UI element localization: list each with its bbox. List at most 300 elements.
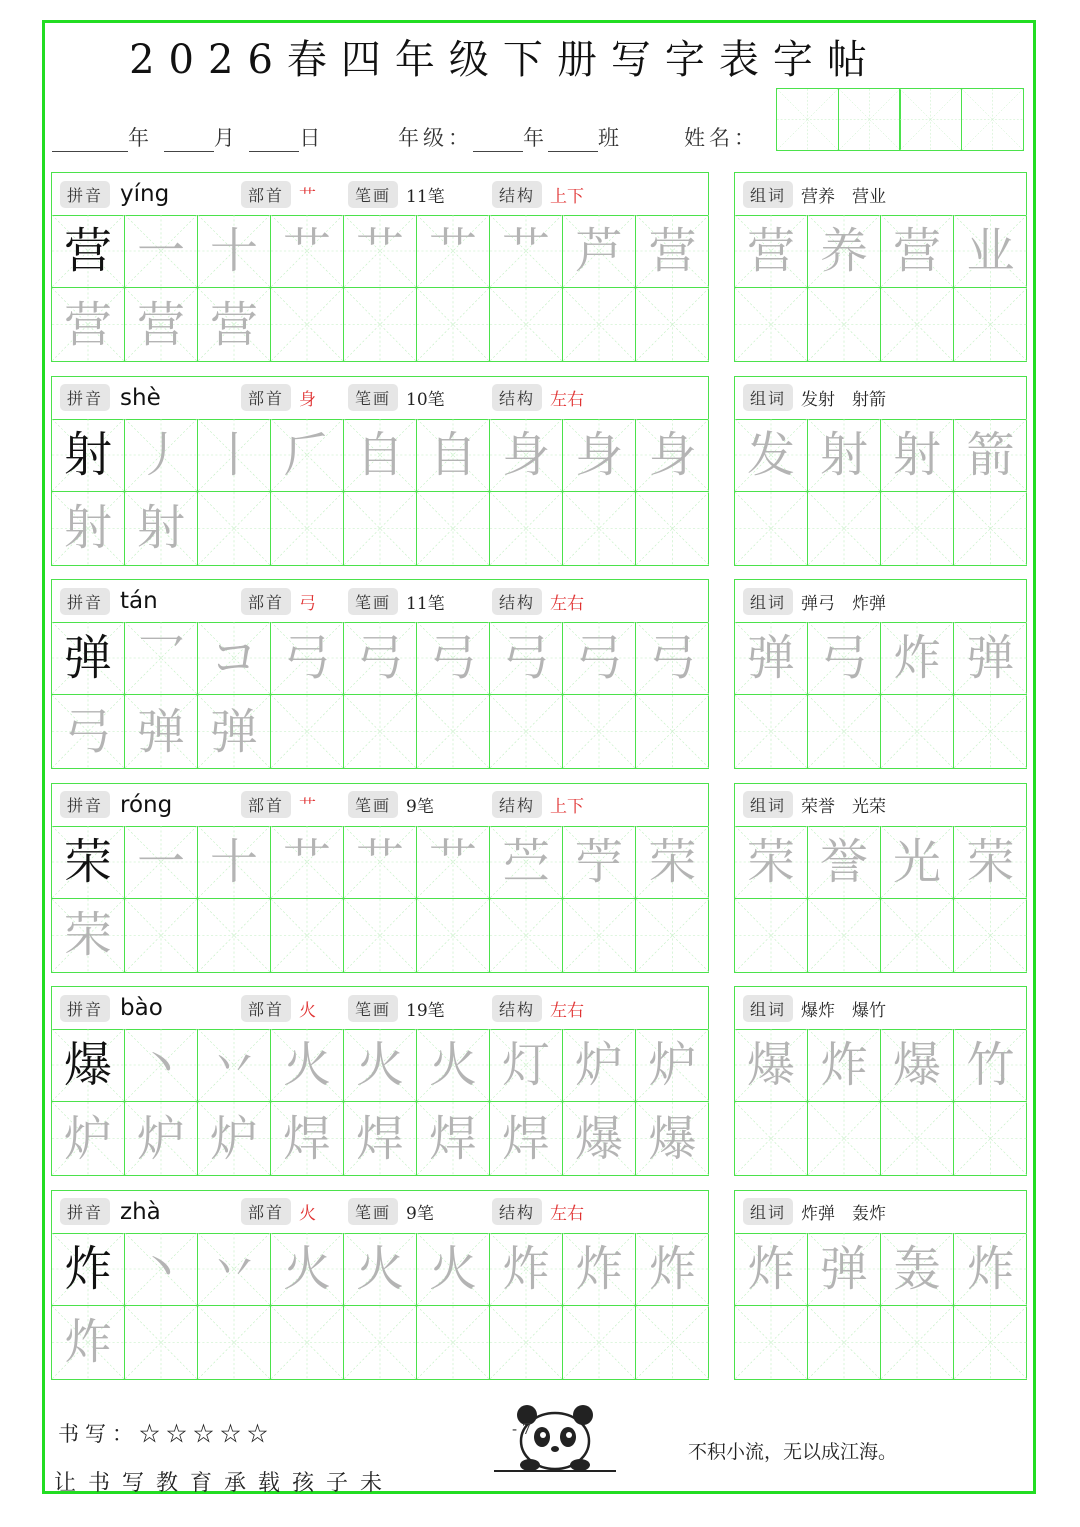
words-field xyxy=(743,995,886,1022)
words-block xyxy=(734,986,1027,1176)
practice-cell[interactable] xyxy=(490,622,563,695)
structure-value: 左右 xyxy=(550,593,585,614)
model-char: 爆 xyxy=(63,1037,112,1093)
practice-cell[interactable] xyxy=(125,1233,198,1306)
strokes-tag: 笔画 xyxy=(348,588,398,615)
practice-cell[interactable] xyxy=(52,622,125,695)
char-header xyxy=(52,173,708,216)
words-tag: 组词 xyxy=(743,1198,793,1225)
rating-label: 书写： xyxy=(58,1422,139,1446)
word-cell[interactable] xyxy=(735,695,808,768)
stroke-step: 弓 xyxy=(282,630,331,686)
word-trace-char: 荣 xyxy=(746,833,795,890)
practice-cell[interactable] xyxy=(125,492,198,565)
page-number: - 7 - xyxy=(512,1420,542,1438)
word-cell[interactable] xyxy=(954,1102,1027,1175)
words-grid xyxy=(735,1233,1027,1379)
rating-stars[interactable]: ☆☆☆☆☆ xyxy=(139,1422,274,1446)
word-cell[interactable] xyxy=(735,419,808,492)
practice-cell[interactable] xyxy=(125,215,198,288)
word-cell[interactable] xyxy=(881,492,954,565)
practice-cell[interactable] xyxy=(417,1102,490,1175)
name-box[interactable] xyxy=(838,88,901,151)
structure-value: 上下 xyxy=(550,186,585,207)
practice-cell[interactable] xyxy=(417,492,490,565)
word-cell[interactable] xyxy=(881,1233,954,1306)
word-cell[interactable] xyxy=(881,695,954,768)
stroke-step: 弹 xyxy=(209,703,258,760)
stroke-step: 火 xyxy=(355,1240,404,1297)
practice-cell[interactable] xyxy=(344,622,417,695)
day-label: 日 xyxy=(299,126,325,150)
words-tag: 组词 xyxy=(743,791,793,818)
word-cell[interactable] xyxy=(735,622,808,695)
word-trace-char: 弓 xyxy=(819,630,868,686)
word-cell[interactable] xyxy=(808,695,881,768)
practice-cell[interactable] xyxy=(344,288,417,361)
name-box[interactable] xyxy=(961,88,1024,151)
stroke-step: 焊 xyxy=(355,1110,404,1167)
word-cell[interactable] xyxy=(808,492,881,565)
practice-cell[interactable] xyxy=(198,899,271,972)
grade-blank[interactable] xyxy=(473,131,523,152)
structure-field xyxy=(492,384,584,411)
word-cell[interactable] xyxy=(881,899,954,972)
practice-cell[interactable] xyxy=(52,492,125,565)
word-cell[interactable] xyxy=(735,492,808,565)
strokes-value: 9笔 xyxy=(406,1204,434,1224)
word-cell[interactable] xyxy=(954,695,1027,768)
stroke-step: 一 xyxy=(136,223,185,279)
words-header xyxy=(735,1191,1026,1234)
pinyin-value: bào xyxy=(120,995,163,1021)
stroke-step: 一 xyxy=(136,833,185,890)
word-trace-char: 爆 xyxy=(892,1037,941,1093)
practice-cell[interactable] xyxy=(271,215,344,288)
radical-value: 身 xyxy=(299,390,317,410)
stroke-step: 射 xyxy=(136,500,185,556)
practice-cell[interactable] xyxy=(344,1029,417,1102)
char-block xyxy=(51,1190,709,1380)
words-value: 发射 射箭 xyxy=(801,390,887,410)
practice-cell[interactable] xyxy=(417,215,490,288)
practice-cell[interactable] xyxy=(636,215,709,288)
word-trace-char: 炸 xyxy=(746,1240,795,1297)
word-cell[interactable] xyxy=(881,1029,954,1102)
stroke-step: 火 xyxy=(282,1240,331,1297)
word-cell[interactable] xyxy=(808,1233,881,1306)
pinyin-value: shè xyxy=(120,384,161,411)
practice-cell[interactable] xyxy=(198,215,271,288)
word-cell[interactable] xyxy=(808,1306,881,1379)
word-cell[interactable] xyxy=(954,899,1027,972)
words-field xyxy=(743,791,886,818)
words-tag: 组词 xyxy=(743,588,793,615)
stroke-step: 营 xyxy=(209,296,258,353)
practice-cell[interactable] xyxy=(271,492,344,565)
stroke-step: 艹 xyxy=(355,833,404,890)
pinyin-field xyxy=(60,1198,161,1225)
stroke-step: 火 xyxy=(355,1037,404,1093)
practice-cell[interactable] xyxy=(198,695,271,768)
practice-cell[interactable] xyxy=(198,1102,271,1175)
practice-cell[interactable] xyxy=(636,622,709,695)
stroke-step: 丷 xyxy=(209,1240,258,1297)
practice-cell[interactable] xyxy=(490,695,563,768)
practice-cell[interactable] xyxy=(52,288,125,361)
practice-cell[interactable] xyxy=(271,1029,344,1102)
char-header xyxy=(52,1191,708,1234)
practice-cell[interactable] xyxy=(490,1102,563,1175)
practice-cell[interactable] xyxy=(52,899,125,972)
radical-tag: 部首 xyxy=(241,995,291,1022)
month-blank[interactable] xyxy=(164,131,214,152)
word-cell[interactable] xyxy=(735,899,808,972)
stroke-step: 灯 xyxy=(501,1037,550,1093)
practice-cell[interactable] xyxy=(563,1233,636,1306)
strokes-tag: 笔画 xyxy=(348,1198,398,1225)
words-header xyxy=(735,580,1026,623)
pinyin-value: zhà xyxy=(120,1198,161,1225)
name-boxes xyxy=(776,88,1024,151)
structure-tag: 结构 xyxy=(492,995,542,1022)
strokes-value: 19笔 xyxy=(406,1000,445,1021)
pinyin-field xyxy=(60,384,161,411)
practice-cell[interactable] xyxy=(125,826,198,899)
word-trace-char: 射 xyxy=(892,426,941,483)
practice-cell[interactable] xyxy=(125,899,198,972)
stroke-step: 丷 xyxy=(209,1037,258,1093)
word-cell[interactable] xyxy=(808,899,881,972)
words-value: 炸弹 轰炸 xyxy=(801,1204,887,1224)
practice-cell[interactable] xyxy=(563,288,636,361)
class-blank[interactable] xyxy=(548,131,598,152)
practice-cell[interactable] xyxy=(198,419,271,492)
stroke-step: 炸 xyxy=(648,1240,697,1297)
word-cell[interactable] xyxy=(808,288,881,361)
practice-cell[interactable] xyxy=(490,1306,563,1379)
stroke-step: 身 xyxy=(501,426,550,483)
word-trace-char: 弹 xyxy=(746,630,795,686)
word-cell[interactable] xyxy=(735,1306,808,1379)
practice-cell[interactable] xyxy=(417,1306,490,1379)
words-block xyxy=(734,172,1027,362)
word-cell[interactable] xyxy=(735,215,808,288)
practice-cell[interactable] xyxy=(490,288,563,361)
word-trace-char: 射 xyxy=(819,426,868,483)
radical-field xyxy=(241,181,316,208)
practice-cell[interactable] xyxy=(563,899,636,972)
practice-cell[interactable] xyxy=(52,826,125,899)
year-blank[interactable] xyxy=(52,131,128,152)
practice-cell[interactable] xyxy=(271,622,344,695)
practice-cell[interactable] xyxy=(52,215,125,288)
words-value: 荣誉 光荣 xyxy=(801,797,887,817)
practice-cell[interactable] xyxy=(198,288,271,361)
practice-cell[interactable] xyxy=(490,419,563,492)
name-box[interactable] xyxy=(776,88,839,151)
name-box[interactable] xyxy=(899,88,962,151)
practice-cell[interactable] xyxy=(636,695,709,768)
practice-cell[interactable] xyxy=(563,215,636,288)
word-cell[interactable] xyxy=(954,1306,1027,1379)
stroke-step: 弓 xyxy=(355,630,404,686)
pinyin-value: róng xyxy=(120,791,173,818)
practice-cell[interactable] xyxy=(490,899,563,972)
word-cell[interactable] xyxy=(881,1102,954,1175)
practice-cell[interactable] xyxy=(417,899,490,972)
char-header xyxy=(52,377,708,420)
practice-cell[interactable] xyxy=(271,695,344,768)
word-trace-char: 营 xyxy=(892,223,941,279)
practice-cell[interactable] xyxy=(344,1102,417,1175)
radical-value: 艹 xyxy=(299,186,317,207)
radical-tag: 部首 xyxy=(241,791,291,818)
practice-cell[interactable] xyxy=(344,695,417,768)
stroke-step: 弓 xyxy=(574,630,623,686)
practice-cell[interactable] xyxy=(417,419,490,492)
word-cell[interactable] xyxy=(735,1102,808,1175)
practice-cell[interactable] xyxy=(198,1306,271,1379)
stroke-step: 火 xyxy=(282,1037,331,1093)
word-trace-char: 荣 xyxy=(966,833,1015,890)
practice-cell[interactable] xyxy=(198,1029,271,1102)
practice-cell[interactable] xyxy=(271,1306,344,1379)
day-blank[interactable] xyxy=(249,131,299,152)
structure-field xyxy=(492,1198,584,1225)
word-cell[interactable] xyxy=(808,622,881,695)
word-cell[interactable] xyxy=(954,826,1027,899)
words-value: 爆炸 爆竹 xyxy=(801,1000,887,1021)
practice-cell[interactable] xyxy=(490,492,563,565)
stroke-step: 身 xyxy=(648,426,697,483)
stroke-step: コ xyxy=(209,630,258,686)
practice-cell[interactable] xyxy=(563,1102,636,1175)
model-char: 炸 xyxy=(63,1240,112,1297)
practice-cell[interactable] xyxy=(271,288,344,361)
stroke-step: 弹 xyxy=(136,703,185,760)
practice-cell[interactable] xyxy=(490,215,563,288)
practice-cell[interactable] xyxy=(344,899,417,972)
words-tag: 组词 xyxy=(743,384,793,411)
grade-label: 年级： xyxy=(398,126,473,150)
practice-cell[interactable] xyxy=(636,419,709,492)
practice-cell[interactable] xyxy=(563,695,636,768)
practice-cell[interactable] xyxy=(52,1233,125,1306)
word-cell[interactable] xyxy=(954,1029,1027,1102)
practice-cell[interactable] xyxy=(198,492,271,565)
stroke-step: 十 xyxy=(209,223,258,279)
practice-cell[interactable] xyxy=(344,492,417,565)
practice-cell[interactable] xyxy=(417,1029,490,1102)
char-block xyxy=(51,783,709,973)
words-grid xyxy=(735,419,1027,565)
practice-cell[interactable] xyxy=(198,622,271,695)
word-cell[interactable] xyxy=(954,1233,1027,1306)
practice-cell[interactable] xyxy=(563,622,636,695)
stroke-step: 营 xyxy=(63,296,112,353)
practice-cell[interactable] xyxy=(490,1029,563,1102)
strokes-value: 11笔 xyxy=(406,186,445,207)
stroke-step: 丶 xyxy=(136,1240,185,1297)
practice-cell[interactable] xyxy=(344,826,417,899)
pinyin-field xyxy=(60,791,172,818)
practice-cell[interactable] xyxy=(636,826,709,899)
practice-cell[interactable] xyxy=(636,1102,709,1175)
word-trace-char: 誉 xyxy=(819,833,868,890)
stroke-step: 自 xyxy=(355,426,404,483)
word-cell[interactable] xyxy=(808,419,881,492)
word-trace-char: 养 xyxy=(819,223,868,279)
word-cell[interactable] xyxy=(808,215,881,288)
word-trace-char: 炸 xyxy=(966,1240,1015,1297)
word-cell[interactable] xyxy=(808,1102,881,1175)
word-trace-char: 炸 xyxy=(892,630,941,686)
practice-cell[interactable] xyxy=(125,1029,198,1102)
strokes-value: 10笔 xyxy=(406,390,445,410)
pinyin-tag: 拼音 xyxy=(60,588,110,615)
practice-cell[interactable] xyxy=(271,826,344,899)
practice-cell[interactable] xyxy=(125,1102,198,1175)
word-trace-char: 箭 xyxy=(966,426,1015,483)
practice-cell[interactable] xyxy=(636,288,709,361)
practice-cell[interactable] xyxy=(125,419,198,492)
structure-value: 左右 xyxy=(550,390,585,410)
practice-cell[interactable] xyxy=(417,288,490,361)
practice-cell[interactable] xyxy=(417,622,490,695)
model-char: 荣 xyxy=(63,833,112,890)
practice-grid xyxy=(52,622,709,768)
practice-cell[interactable] xyxy=(636,899,709,972)
word-cell[interactable] xyxy=(881,826,954,899)
char-header xyxy=(52,784,708,827)
stroke-step: 炉 xyxy=(574,1037,623,1093)
structure-tag: 结构 xyxy=(492,588,542,615)
class-label: 班 xyxy=(598,126,623,150)
stroke-step: 焊 xyxy=(282,1110,331,1167)
practice-cell[interactable] xyxy=(125,288,198,361)
practice-cell[interactable] xyxy=(344,1233,417,1306)
stroke-step: 弓 xyxy=(501,630,550,686)
words-field xyxy=(743,588,886,615)
word-cell[interactable] xyxy=(954,492,1027,565)
word-cell[interactable] xyxy=(735,826,808,899)
year-label: 年 xyxy=(128,126,153,150)
practice-cell[interactable] xyxy=(271,1233,344,1306)
practice-cell[interactable] xyxy=(490,1233,563,1306)
practice-cell[interactable] xyxy=(563,1029,636,1102)
practice-cell[interactable] xyxy=(52,1306,125,1379)
pinyin-field xyxy=(60,181,169,208)
words-field xyxy=(743,1198,886,1225)
stroke-step: 十 xyxy=(209,833,258,890)
radical-field xyxy=(241,995,316,1022)
practice-cell[interactable] xyxy=(636,1233,709,1306)
practice-cell[interactable] xyxy=(198,1233,271,1306)
word-cell[interactable] xyxy=(735,1029,808,1102)
strokes-field xyxy=(348,995,445,1022)
stroke-step: 自 xyxy=(428,426,477,483)
strokes-tag: 笔画 xyxy=(348,791,398,818)
practice-cell[interactable] xyxy=(52,1029,125,1102)
word-cell[interactable] xyxy=(735,288,808,361)
word-cell[interactable] xyxy=(881,215,954,288)
practice-cell[interactable] xyxy=(125,1306,198,1379)
practice-cell[interactable] xyxy=(417,1233,490,1306)
char-block xyxy=(51,376,709,566)
practice-cell[interactable] xyxy=(52,1102,125,1175)
stroke-step: 炉 xyxy=(63,1110,112,1167)
word-cell[interactable] xyxy=(954,419,1027,492)
practice-cell[interactable] xyxy=(636,1306,709,1379)
practice-cell[interactable] xyxy=(271,899,344,972)
practice-cell[interactable] xyxy=(563,419,636,492)
practice-cell[interactable] xyxy=(636,1029,709,1102)
word-cell[interactable] xyxy=(954,288,1027,361)
words-header xyxy=(735,377,1026,420)
word-cell[interactable] xyxy=(735,1233,808,1306)
practice-cell[interactable] xyxy=(125,695,198,768)
word-cell[interactable] xyxy=(954,622,1027,695)
practice-cell[interactable] xyxy=(52,695,125,768)
practice-cell[interactable] xyxy=(125,622,198,695)
practice-cell[interactable] xyxy=(271,419,344,492)
word-cell[interactable] xyxy=(808,1029,881,1102)
practice-grid xyxy=(52,826,709,972)
radical-tag: 部首 xyxy=(241,384,291,411)
practice-cell[interactable] xyxy=(417,695,490,768)
word-cell[interactable] xyxy=(954,215,1027,288)
practice-cell[interactable] xyxy=(563,1306,636,1379)
words-block xyxy=(734,1190,1027,1380)
model-char: 营 xyxy=(63,223,112,279)
word-cell[interactable] xyxy=(881,1306,954,1379)
char-block xyxy=(51,986,709,1176)
practice-cell[interactable] xyxy=(52,419,125,492)
words-field xyxy=(743,181,886,208)
practice-cell[interactable] xyxy=(636,492,709,565)
word-trace-char: 弹 xyxy=(819,1240,868,1297)
practice-cell[interactable] xyxy=(344,1306,417,1379)
stroke-step: 焊 xyxy=(501,1110,550,1167)
practice-cell[interactable] xyxy=(563,826,636,899)
structure-tag: 结构 xyxy=(492,791,542,818)
practice-cell[interactable] xyxy=(271,1102,344,1175)
word-cell[interactable] xyxy=(881,288,954,361)
strokes-tag: 笔画 xyxy=(348,995,398,1022)
word-cell[interactable] xyxy=(808,826,881,899)
practice-cell[interactable] xyxy=(344,419,417,492)
radical-field xyxy=(241,588,316,615)
practice-cell[interactable] xyxy=(198,826,271,899)
stroke-step: 炉 xyxy=(136,1110,185,1167)
practice-cell[interactable] xyxy=(490,826,563,899)
practice-cell[interactable] xyxy=(344,215,417,288)
word-trace-char: 业 xyxy=(966,223,1015,279)
practice-cell[interactable] xyxy=(417,826,490,899)
word-cell[interactable] xyxy=(881,419,954,492)
practice-grid xyxy=(52,1233,709,1379)
word-cell[interactable] xyxy=(881,622,954,695)
month-label: 月 xyxy=(213,126,239,150)
stroke-step: 炸 xyxy=(63,1314,112,1370)
words-value: 营养 营业 xyxy=(801,186,887,207)
stroke-step: 丿 xyxy=(136,426,185,483)
words-grid xyxy=(735,826,1027,972)
practice-cell[interactable] xyxy=(563,492,636,565)
word-trace-char: 光 xyxy=(892,833,941,890)
pinyin-field xyxy=(60,995,163,1022)
